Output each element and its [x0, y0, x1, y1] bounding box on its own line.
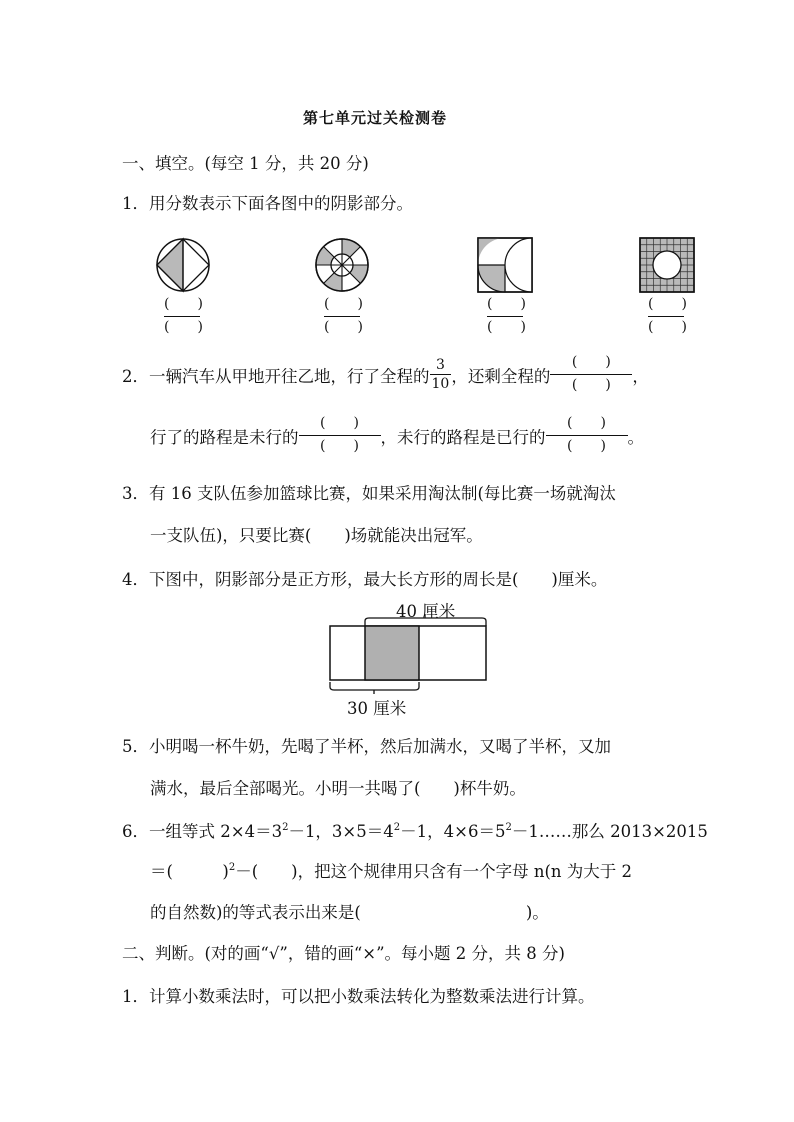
answer-fraction-1[interactable]: ( ) ( ): [164, 296, 203, 335]
answer-fraction-remaining[interactable]: ( ) ( ): [550, 355, 632, 394]
section-1-heading: 一、填空。(每空 1 分，共 20 分): [122, 154, 369, 173]
section-2-heading: 二、判断。(对的画“√”，错的画“×”。每小题 2 分，共 8 分): [122, 944, 565, 963]
question-2-line-1: 2．一辆汽车从甲地开往乙地，行了全程的 $\frac{3}{10}$ ，还剩全程的 ( ) ( ) ，: [122, 354, 649, 393]
question-3-line-2: 一支队伍)，只要比赛( )场就能决出冠军。: [150, 526, 483, 545]
question-4-text: 4．下图中，阴影部分是正方形，最大长方形的周长是( )厘米。: [122, 570, 608, 589]
question-6-line-1: 6．一组等式 $2\times 4=3^2-1$，$3\times 5=4^2-1$，$4\times 6=5^2-1\dots\dots$那么 2013×2015: [122, 822, 708, 841]
answer-fraction-traveled-vs-remaining[interactable]: ( ) ( ): [299, 416, 381, 455]
question-6-line-2: ＝( )$^2$－( )，把这个规律用只含有一个字母 n(n 为大于 2: [150, 862, 633, 881]
question-5-line-1: 5．小明喝一杯牛奶，先喝了半杯，然后加满水，又喝了半杯，又加: [122, 737, 611, 756]
fraction-3-10: $\frac{3}{10}$: [431, 357, 450, 392]
question-3-line-1: 3．有 16 支队伍参加篮球比赛，如果采用淘汰制(每比赛一场就淘汰: [122, 484, 616, 503]
page-title: 第七单元过关检测卷: [303, 109, 448, 127]
figure-circle-square: [155, 237, 211, 293]
answer-fraction-2[interactable]: ( ) ( ): [324, 296, 363, 335]
answer-fraction-4[interactable]: ( ) ( ): [648, 296, 687, 335]
figure-grid-circle: [639, 237, 695, 293]
question-6-line-3: 的自然数)的等式表示出来是( )。: [150, 903, 549, 922]
figure-ring-sectors: [314, 237, 370, 293]
answer-fraction-3[interactable]: ( ) ( ): [487, 296, 526, 335]
question-1-text: 1．用分数表示下面各图中的阴影部分。: [122, 194, 413, 213]
answer-fraction-remaining-vs-traveled[interactable]: ( ) ( ): [546, 416, 628, 455]
label-30cm: 30 厘米: [347, 699, 407, 718]
question-5-line-2: 满水，最后全部喝光。小明一共喝了( )杯牛奶。: [150, 779, 526, 798]
label-40cm: 40 厘米: [396, 602, 456, 621]
figure-square-halfdisc: [477, 237, 533, 293]
question-2-line-2: 行了的路程是未行的 ( ) ( ) ，未行的路程是已行的 ( ) ( ) 。: [150, 415, 644, 454]
judgment-1-text: 1．计算小数乘法时，可以把小数乘法转化为整数乘法进行计算。: [122, 987, 595, 1006]
